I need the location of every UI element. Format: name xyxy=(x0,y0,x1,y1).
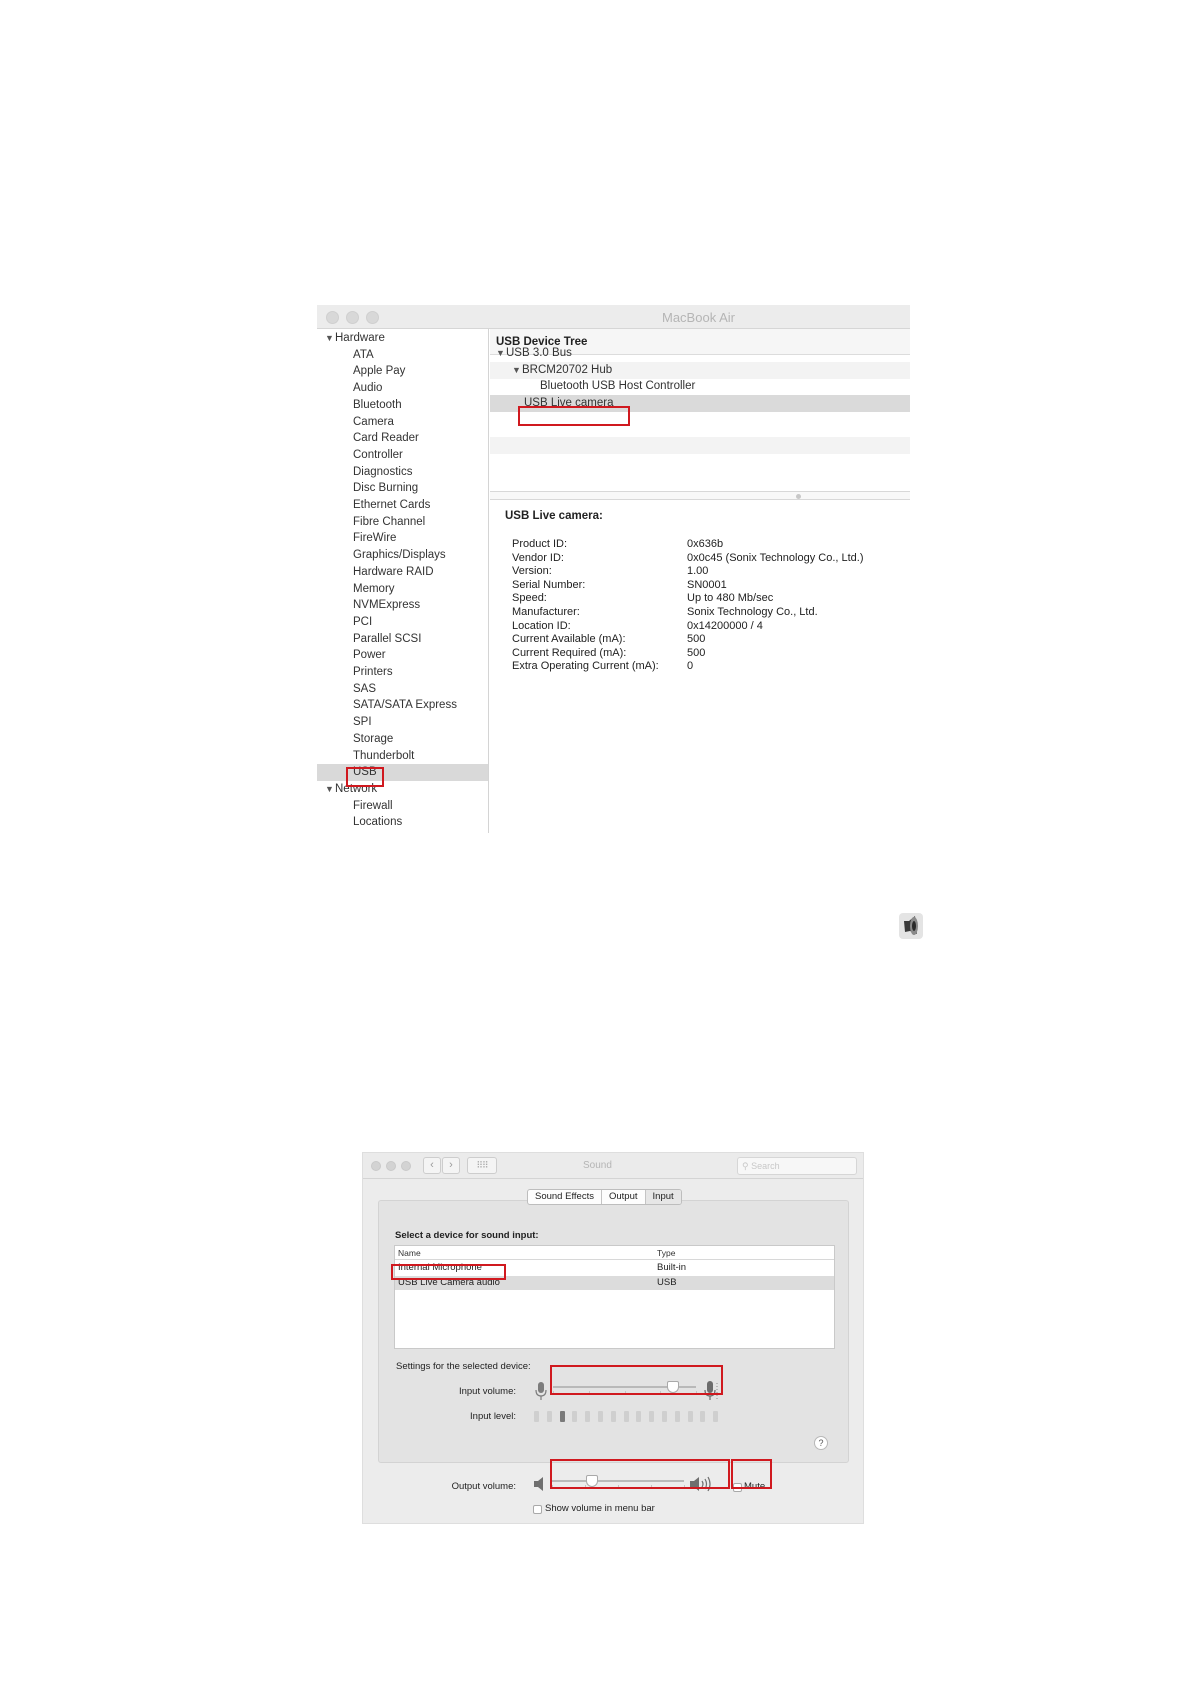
sidebar-item-hardware[interactable] xyxy=(317,330,489,347)
device-table xyxy=(394,1245,835,1349)
property-row xyxy=(512,591,892,605)
sidebar-item-label: Diagnostics xyxy=(353,465,413,478)
sidebar-item-label: Printers xyxy=(353,666,393,678)
property-key: Extra Operating Current (mA): xyxy=(512,660,659,673)
property-key: Vendor ID: xyxy=(512,551,564,564)
property-row xyxy=(512,578,892,592)
highlight-input-volume xyxy=(550,1365,723,1395)
input-volume-label: Input volume: xyxy=(458,1386,516,1397)
sidebar-item-label: Ethernet Cards xyxy=(353,499,431,511)
input-level-segment xyxy=(700,1411,705,1422)
sidebar-item-power[interactable] xyxy=(317,647,489,664)
settings-label: Settings for the selected device: xyxy=(396,1361,531,1372)
disclosure-triangle-icon[interactable]: ▼ xyxy=(325,783,334,794)
forward-button[interactable] xyxy=(442,1157,460,1174)
sidebar-item-ata[interactable] xyxy=(317,347,489,364)
highlight-mute xyxy=(731,1459,772,1489)
sidebar-item-disc-burning[interactable] xyxy=(317,480,489,497)
sidebar-item-printers[interactable] xyxy=(317,664,489,681)
sidebar-item-label: FireWire xyxy=(353,532,397,545)
input-level-segment xyxy=(624,1411,629,1422)
pane-splitter[interactable] xyxy=(490,491,910,500)
tree-item-label: Bluetooth USB Host Controller xyxy=(540,380,696,392)
property-value: 0x636b xyxy=(687,538,724,550)
sidebar-item-label: Camera xyxy=(353,415,394,428)
sidebar-item-label: NVMExpress xyxy=(353,599,421,612)
sidebar-item-label: Memory xyxy=(353,582,395,595)
speaker-icon xyxy=(898,912,924,940)
show-all-button[interactable] xyxy=(467,1157,497,1174)
zoom-window-button[interactable] xyxy=(401,1161,411,1171)
tab-output[interactable]: Output xyxy=(602,1190,646,1204)
property-row xyxy=(512,619,892,633)
sidebar-item-label: Firewall xyxy=(353,799,393,812)
property-value: 500 xyxy=(687,633,706,646)
device-type: Built-in xyxy=(657,1262,687,1273)
sidebar-item-label: PCI xyxy=(353,615,373,628)
sidebar-item-label: SPI xyxy=(353,716,372,729)
sidebar-item-audio[interactable] xyxy=(317,380,489,397)
tree-item[interactable] xyxy=(490,345,910,362)
sidebar-item-label: Disc Burning xyxy=(353,482,419,495)
sidebar-item-label: Card Reader xyxy=(353,432,419,445)
system-information-window xyxy=(317,305,910,833)
tree-item-label: BRCM20702 Hub xyxy=(522,364,613,376)
sidebar-item-ethernet-cards[interactable] xyxy=(317,497,489,514)
input-level-segment xyxy=(713,1411,718,1422)
tree-item[interactable] xyxy=(490,378,910,395)
sidebar-item-label: Bluetooth xyxy=(353,398,402,411)
show-volume-checkbox[interactable] xyxy=(533,1505,542,1514)
input-level-segment xyxy=(636,1411,641,1422)
property-row xyxy=(512,564,892,578)
usb-device-tree-header: USB Device Tree xyxy=(490,329,910,355)
input-level-segment xyxy=(662,1411,667,1422)
sidebar-item-memory[interactable] xyxy=(317,581,489,598)
sidebar-item-label: Parallel SCSI xyxy=(353,632,422,645)
property-key: Current Required (mA): xyxy=(512,646,627,659)
tree-item-label: USB Live camera xyxy=(524,397,614,409)
sidebar-item-network[interactable] xyxy=(317,781,489,798)
sidebar-item-thunderbolt[interactable] xyxy=(317,748,489,765)
sidebar-item-bluetooth[interactable] xyxy=(317,397,489,414)
property-key: Product ID: xyxy=(512,538,568,550)
property-value: 1.00 xyxy=(687,565,709,578)
sidebar-item-storage[interactable] xyxy=(317,731,489,748)
property-key: Location ID: xyxy=(512,619,571,632)
sound-title-bar xyxy=(363,1153,863,1179)
minimize-window-button[interactable] xyxy=(386,1161,396,1171)
sidebar-item-label: SATA/SATA Express xyxy=(353,699,457,712)
speaker-low-icon xyxy=(533,1476,547,1492)
microphone-low-icon xyxy=(534,1381,548,1401)
sidebar-item-label: SAS xyxy=(353,682,377,695)
property-value: Up to 480 Mb/sec xyxy=(687,592,774,605)
sidebar-item-label: USB xyxy=(353,766,377,779)
property-row xyxy=(512,605,892,619)
property-row xyxy=(512,646,892,660)
sidebar-item-nvmexpress[interactable] xyxy=(317,597,489,614)
search-placeholder: Search xyxy=(751,1161,780,1171)
highlight-output-volume xyxy=(550,1459,730,1489)
column-type[interactable]: Type xyxy=(657,1248,676,1258)
detail-title: USB Live camera: xyxy=(505,510,603,522)
sidebar-item-label: Hardware xyxy=(335,332,385,344)
sidebar-item-label: Audio xyxy=(353,382,383,395)
property-key: Speed: xyxy=(512,592,547,605)
sidebar-item-label: Graphics/Displays xyxy=(353,549,446,562)
property-value: SN0001 xyxy=(687,578,727,591)
device-type: USB xyxy=(657,1277,677,1288)
input-level-segment xyxy=(598,1411,603,1422)
sidebar-item-label: Storage xyxy=(353,732,394,745)
sidebar-item-label: Hardware RAID xyxy=(353,565,434,578)
input-level-segment xyxy=(675,1411,680,1422)
search-field[interactable] xyxy=(737,1157,857,1175)
input-level-segment xyxy=(688,1411,693,1422)
input-level-segment xyxy=(560,1411,565,1422)
tree-item[interactable] xyxy=(490,362,910,379)
highlight-usb-live-camera xyxy=(518,406,630,426)
sidebar-item-sas[interactable] xyxy=(317,681,489,698)
select-device-label: Select a device for sound input: xyxy=(395,1230,539,1241)
property-value: 0x14200000 / 4 xyxy=(687,619,763,632)
window-title: MacBook Air xyxy=(662,310,735,325)
sidebar-item-card-reader[interactable] xyxy=(317,430,489,447)
sidebar-item-graphics-displays[interactable] xyxy=(317,547,489,564)
input-level-label: Input level: xyxy=(470,1411,516,1422)
tree-empty-row xyxy=(490,454,910,471)
sidebar-item-label: Controller xyxy=(353,448,403,461)
input-level-segment xyxy=(611,1411,616,1422)
sidebar-item-label: Thunderbolt xyxy=(353,749,415,762)
sidebar-item-parallel-scsi[interactable] xyxy=(317,631,489,648)
help-button[interactable]: ? xyxy=(814,1436,828,1450)
property-row xyxy=(512,632,892,646)
sidebar-item-label: Network xyxy=(335,782,378,795)
close-window-button[interactable] xyxy=(371,1161,381,1171)
property-value: 0x0c45 (Sonix Technology Co., Ltd.) xyxy=(687,551,864,564)
chevron-right-icon: › xyxy=(449,1159,453,1171)
splitter-handle-icon[interactable] xyxy=(796,494,801,499)
device-name: USB Live Camera audio xyxy=(398,1277,500,1288)
property-row xyxy=(512,551,892,565)
sidebar-item-firewire[interactable] xyxy=(317,530,489,547)
sidebar-item-pci[interactable] xyxy=(317,614,489,631)
property-key: Serial Number: xyxy=(512,578,586,591)
property-row xyxy=(512,659,892,673)
grid-icon: ⠿⠿ xyxy=(476,1160,488,1170)
tab-input[interactable]: Input xyxy=(646,1190,681,1204)
chevron-left-icon: ‹ xyxy=(430,1159,434,1171)
property-value: Sonix Technology Co., Ltd. xyxy=(687,606,818,618)
disclosure-triangle-icon[interactable]: ▼ xyxy=(325,333,334,343)
sidebar-item-spi[interactable] xyxy=(317,714,489,731)
sidebar-item-controller[interactable] xyxy=(317,447,489,464)
input-level-segment xyxy=(649,1411,654,1422)
sound-tabs xyxy=(527,1189,682,1205)
show-volume-label: Show volume in menu bar xyxy=(545,1503,655,1514)
property-key: Version: xyxy=(512,565,552,578)
sidebar-item-apple-pay[interactable] xyxy=(317,363,489,380)
sidebar-item-sata-sata-express[interactable] xyxy=(317,697,489,714)
window-title: Sound xyxy=(583,1160,612,1171)
sidebar-item-label: Power xyxy=(353,649,386,662)
sidebar-item-firewall[interactable] xyxy=(317,798,489,815)
tree-empty-row xyxy=(490,437,910,454)
search-icon: ⚲ xyxy=(742,1161,749,1171)
sidebar xyxy=(317,329,489,833)
tab-sound-effects[interactable]: Sound Effects xyxy=(528,1190,602,1204)
sidebar-item-label: ATA xyxy=(353,348,374,361)
column-name[interactable]: Name xyxy=(398,1248,421,1258)
input-level-segment xyxy=(572,1411,577,1422)
device-table-header xyxy=(395,1246,834,1260)
highlight-usb-camera-audio xyxy=(391,1264,506,1280)
property-value: 500 xyxy=(687,646,706,659)
property-row xyxy=(512,537,892,551)
sidebar-item-camera[interactable] xyxy=(317,414,489,431)
property-key: Current Available (mA): xyxy=(512,633,626,646)
tree-item-label: USB 3.0 Bus xyxy=(506,347,572,359)
sidebar-item-fibre-channel[interactable] xyxy=(317,514,489,531)
sidebar-item-hardware-raid[interactable] xyxy=(317,564,489,581)
device-name: Internal Microphone xyxy=(398,1262,482,1273)
title-bar xyxy=(317,305,910,329)
sidebar-item-diagnostics[interactable] xyxy=(317,464,489,481)
sidebar-item-label: Locations xyxy=(353,816,403,829)
disclosure-triangle-icon[interactable]: ▼ xyxy=(512,365,521,375)
input-level-segment xyxy=(585,1411,590,1422)
mute-label: Mute xyxy=(744,1481,766,1492)
sidebar-item-usb[interactable] xyxy=(317,764,489,781)
property-key: Manufacturer: xyxy=(512,606,580,618)
back-button[interactable] xyxy=(423,1157,441,1174)
property-value: 0 xyxy=(687,660,694,673)
sidebar-item-label: Fibre Channel xyxy=(353,515,426,528)
output-volume-label: Output volume: xyxy=(451,1481,516,1492)
sidebar-item-label: Apple Pay xyxy=(353,365,406,378)
input-level-segment xyxy=(534,1411,539,1422)
disclosure-triangle-icon[interactable]: ▼ xyxy=(496,348,505,358)
sidebar-item-locations[interactable] xyxy=(317,814,489,831)
highlight-usb-sidebar xyxy=(346,767,384,787)
input-level-segment xyxy=(547,1411,552,1422)
